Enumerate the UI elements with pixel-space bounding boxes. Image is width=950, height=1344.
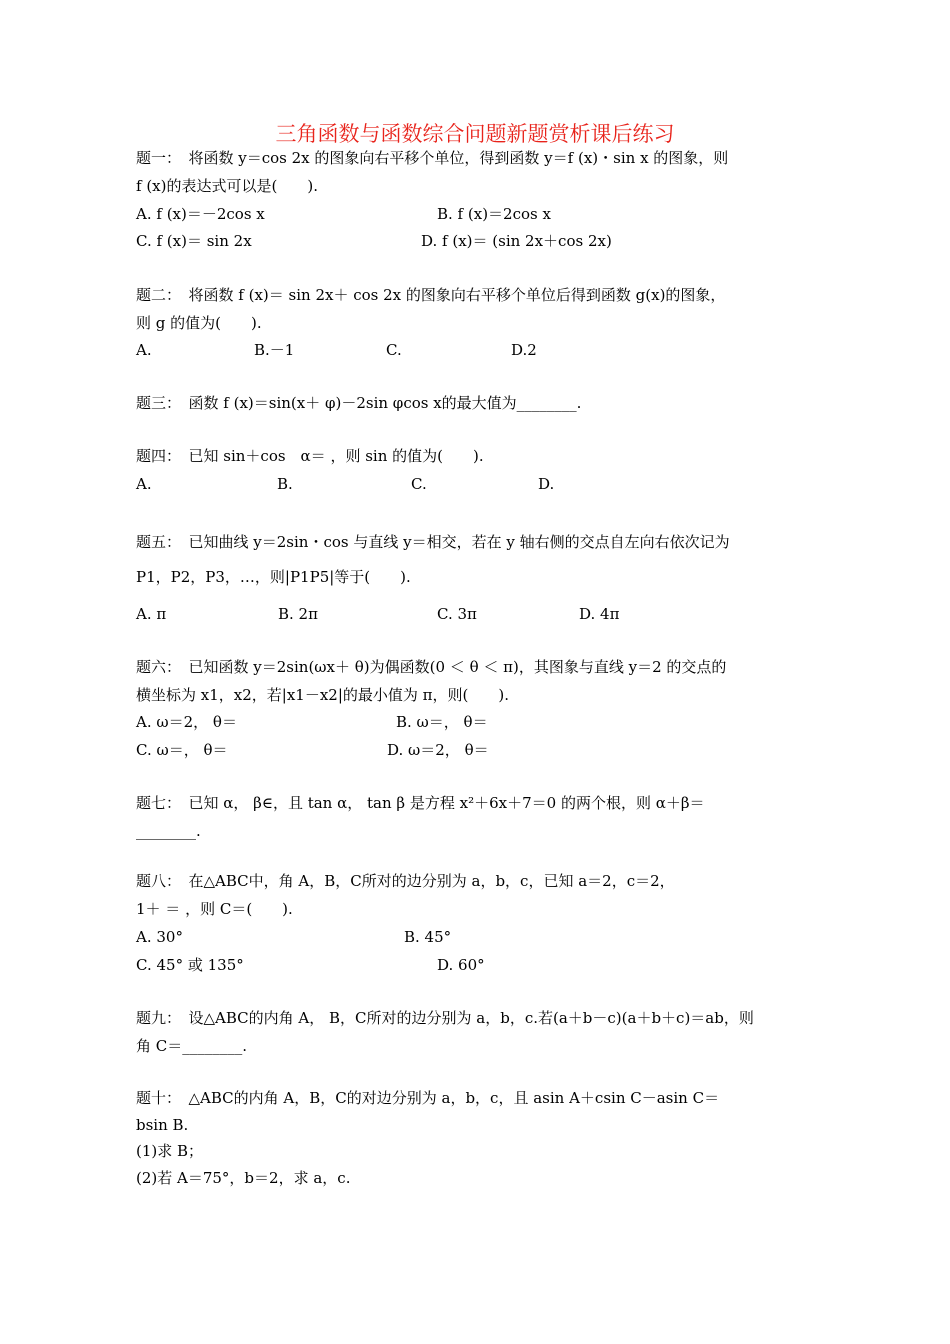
q9-line1: 题九： 设△ABC的内角 A， B，C所对的边分别为 a，b，c.若(a＋b－c)(a＋b＋c)＝ab，则 — [136, 1009, 754, 1027]
q4-line1: 题四： 已知 sin＋cos α＝ ，则 sin 的值为( ). — [136, 447, 484, 465]
q2-option-c: C. — [386, 341, 402, 359]
q8-option-d: D. 60° — [437, 956, 485, 974]
q1-line1: 题一： 将函数 y＝cos 2x 的图象向右平移个单位，得到函数 y＝f (x)・sin x 的图象，则 — [136, 149, 729, 167]
q6-option-d: D. ω＝2， θ＝ — [387, 741, 489, 759]
q2-option-a: A. — [136, 341, 152, 359]
q5-line2: P1，P2，P3，…，则|P1P5|等于( ). — [136, 568, 411, 586]
q1-option-b: B. f (x)＝2cos x — [437, 205, 551, 223]
q6-option-b: B. ω＝， θ＝ — [396, 713, 488, 731]
q1-option-a: A. f (x)＝－2cos x — [136, 205, 265, 223]
q2-line2: 则 g 的值为( ). — [136, 314, 262, 332]
q2-option-d: D.2 — [511, 341, 537, 359]
q5-option-d: D. 4π — [579, 605, 620, 623]
q6-line1: 题六： 已知函数 y＝2sin(ωx＋ θ)为偶函数(0 ＜ θ ＜ π)，其图象与直线 y＝2 的交点的 — [136, 658, 727, 676]
q10-line1: 题十： △ABC的内角 A，B，C的对边分别为 a，b，c，且 asin A＋csin C－asin C＝ — [136, 1089, 720, 1107]
q7-line2: ________. — [136, 822, 201, 840]
q9-line2: 角 C＝________. — [136, 1037, 248, 1055]
q4-option-b: B. — [277, 475, 293, 493]
q4-option-a: A. — [136, 475, 152, 493]
q8-option-b: B. 45° — [404, 928, 452, 946]
q1-line2: f (x)的表达式可以是( ). — [136, 177, 318, 195]
q5-option-a: A. π — [136, 605, 167, 623]
document-title: 三角函数与函数综合问题新题赏析课后练习 — [275, 122, 675, 146]
q8-line1: 题八： 在△ABC中，角 A，B，C所对的边分别为 a，b，c，已知 a＝2，c＝2， — [136, 872, 675, 890]
q2-line1: 题二： 将函数 f (x)＝ sin 2x＋ cos 2x 的图象向右平移个单位后得到函数 g(x)的图象， — [136, 286, 726, 304]
q6-line2: 横坐标为 x1，x2，若|x1－x2|的最小值为 π，则( ). — [136, 686, 509, 704]
q3-line1: 题三： 函数 f (x)＝sin(x＋ φ)－2sin φcos x的最大值为________. — [136, 394, 582, 412]
q5-option-c: C. 3π — [437, 605, 477, 623]
q6-option-a: A. ω＝2， θ＝ — [136, 713, 237, 731]
q8-option-c: C. 45° 或 135° — [136, 956, 244, 974]
q1-option-d: D. f (x)＝ (sin 2x＋cos 2x) — [421, 232, 612, 250]
q4-option-c: C. — [411, 475, 427, 493]
q8-option-a: A. 30° — [136, 928, 183, 946]
q6-option-c: C. ω＝， θ＝ — [136, 741, 228, 759]
q4-option-d: D. — [538, 475, 555, 493]
q1-option-c: C. f (x)＝ sin 2x — [136, 232, 252, 250]
q5-option-b: B. 2π — [278, 605, 318, 623]
q5-line1: 题五： 已知曲线 y＝2sin・cos 与直线 y＝相交，若在 y 轴右侧的交点自左向右依次记为 — [136, 533, 730, 551]
q10-line2: bsin B. — [136, 1116, 189, 1134]
q8-line2: 1＋ ＝ ，则 C＝( ). — [136, 900, 293, 918]
q2-option-b: B.－1 — [254, 341, 295, 359]
q7-line1: 题七： 已知 α， β∈，且 tan α， tan β 是方程 x²＋6x＋7＝0 的两个根，则 α＋β＝ — [136, 794, 705, 812]
q10-line4: (2)若 A＝75°，b＝2，求 a，c. — [136, 1169, 351, 1187]
q10-line3: (1)求 B； — [136, 1142, 204, 1160]
